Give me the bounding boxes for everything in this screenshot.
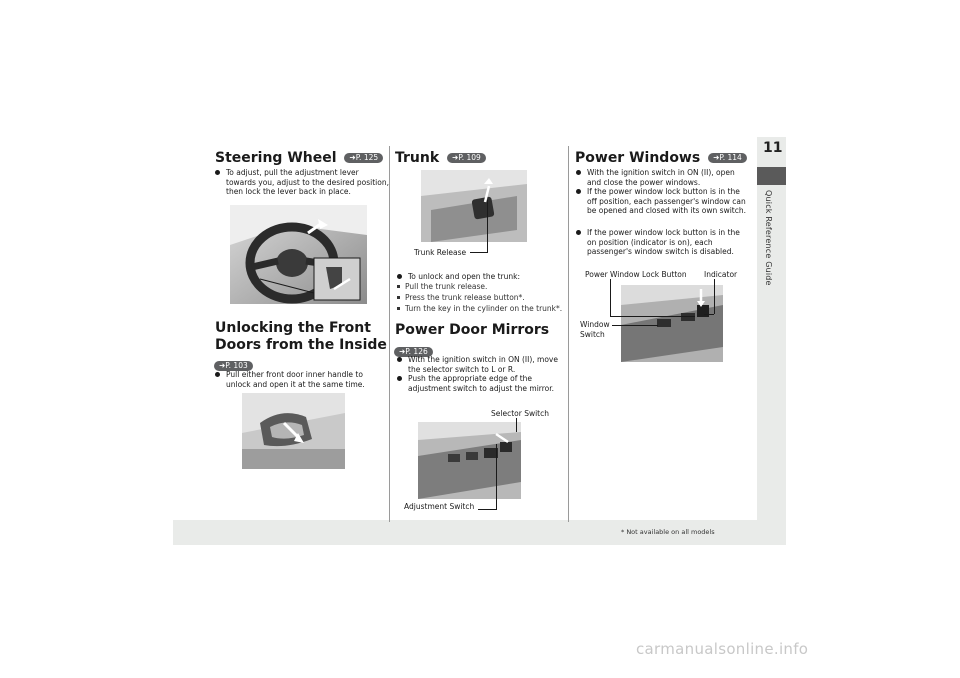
window-switch-callout-l1: Window <box>580 320 610 329</box>
selector-switch-callout: Selector Switch <box>491 409 549 418</box>
steering-bullet-text: To adjust, pull the adjustment lever towards you, adjust to the desired position, then lock the lever back in place. <box>226 168 389 196</box>
window-switch-callout-l2: Switch <box>580 330 605 339</box>
column-divider-1 <box>389 146 390 522</box>
trunk-sub-2-text: Press the trunk release button*. <box>405 293 525 302</box>
power-windows-heading <box>575 150 747 167</box>
door-handle-photo <box>242 393 345 469</box>
unlocking-bullet-text: Pull either front door inner handle to unlock and open it at the same time. <box>226 370 365 389</box>
sub-bullet-icon <box>397 285 400 288</box>
adjustment-switch-callout: Adjustment Switch <box>404 502 475 511</box>
power-windows-title: Power Windows <box>575 150 701 166</box>
sub-bullet-icon <box>397 296 400 299</box>
trunk-bullet-1 <box>397 272 562 282</box>
trunk-heading <box>395 150 486 167</box>
column-divider-2 <box>568 146 569 522</box>
windows-bullet-1 <box>576 168 748 187</box>
unlocking-page-ref-label: P. 103 <box>225 361 248 370</box>
window-switch-callout <box>580 320 610 340</box>
windows-bullet-3-text: If the power window lock button is in the on position (indicator is on), each passenger's window switch is disabled. <box>587 228 740 256</box>
mirrors-bullet-2 <box>397 374 565 393</box>
mirrors-bullet-2-text: Push the appropriate edge of the adjustment switch to adjust the mirror. <box>408 374 555 393</box>
unlocking-page-ref[interactable]: ➜P. 103 <box>214 361 253 371</box>
window-callout-line <box>612 325 658 326</box>
trunk-page-ref[interactable]: ➜P. 109 <box>447 153 486 163</box>
windows-bullet-2-text: If the power window lock button is in the off position, each passenger's window can be opened and closed with its own switch. <box>587 187 746 215</box>
steering-wheel-page-ref[interactable]: ➜P. 125 <box>344 153 383 163</box>
windows-bullet-1-text: With the ignition switch in ON (II), open and close the power windows. <box>587 168 735 187</box>
lock-callout-line-h <box>610 316 695 317</box>
windows-bullet-2 <box>576 187 748 216</box>
mirrors-page-ref-label: P. 126 <box>405 347 428 356</box>
section-side-label: Quick Reference Guide <box>764 190 773 286</box>
steering-wheel-heading <box>215 150 383 167</box>
trunk-release-callout: Trunk Release <box>414 248 467 257</box>
adjust-callout-line-v <box>496 444 497 510</box>
bullet-dot-icon <box>397 274 402 279</box>
mirrors-bullet-1 <box>397 355 565 374</box>
windows-bullet-3 <box>576 228 748 257</box>
trunk-release-photo <box>421 170 527 242</box>
bullet-dot-icon <box>397 376 402 381</box>
trunk-sub-1 <box>397 282 487 292</box>
mirrors-heading <box>395 322 549 339</box>
trunk-bullet-text: To unlock and open the trunk: <box>408 272 520 281</box>
adjust-callout-line-h <box>478 509 496 510</box>
mirror-switch-photo <box>418 422 521 499</box>
lock-button-callout: Power Window Lock Button <box>585 270 687 279</box>
trunk-page-ref-label: P. 109 <box>458 153 481 162</box>
steering-wheel-photo <box>230 205 367 304</box>
window-switch-photo <box>621 285 723 362</box>
power-windows-page-ref-label: P. 114 <box>719 153 742 162</box>
mirrors-title: Power Door Mirrors <box>395 322 550 338</box>
bullet-dot-icon <box>576 170 581 175</box>
trunk-callout-line-v <box>487 200 488 253</box>
lock-callout-line-v <box>610 279 611 316</box>
selector-callout-line <box>516 418 517 432</box>
sub-bullet-icon <box>397 307 400 310</box>
power-windows-page-ref[interactable]: ➜P. 114 <box>708 153 747 163</box>
bullet-dot-icon <box>215 372 220 377</box>
unlocking-bullet-1 <box>215 370 385 389</box>
unlocking-heading <box>215 320 387 354</box>
side-tab-marker <box>757 167 786 185</box>
steering-bullet-1 <box>215 168 390 197</box>
mirrors-bullet-1-text: With the ignition switch in ON (II), move the selector switch to L or R. <box>408 355 558 374</box>
trunk-sub-3 <box>397 304 562 314</box>
indicator-callout-line-v <box>714 279 715 314</box>
bullet-dot-icon <box>576 189 581 194</box>
trunk-sub-1-text: Pull the trunk release. <box>405 282 488 291</box>
steering-wheel-title: Steering Wheel <box>215 150 337 166</box>
footnote: * Not available on all models <box>621 528 715 536</box>
trunk-sub-2 <box>397 293 525 303</box>
trunk-title: Trunk <box>395 150 440 166</box>
bullet-dot-icon <box>576 230 581 235</box>
bullet-dot-icon <box>215 170 220 175</box>
trunk-callout-line-h <box>470 252 487 253</box>
unlocking-title-line1: Unlocking the Front <box>215 320 371 336</box>
mirrors-page-ref[interactable]: ➜P. 126 <box>394 347 433 357</box>
watermark[interactable]: carmanualsonline.info <box>636 640 809 658</box>
indicator-callout: Indicator <box>704 270 738 279</box>
bullet-dot-icon <box>397 357 402 362</box>
steering-wheel-page-ref-label: P. 125 <box>355 153 379 162</box>
unlocking-title-line2: Doors from the Inside <box>215 337 387 353</box>
page-number: 11 <box>763 140 783 156</box>
trunk-sub-3-text: Turn the key in the cylinder on the trunk*. <box>405 304 563 313</box>
indicator-callout-line-h <box>704 314 714 315</box>
